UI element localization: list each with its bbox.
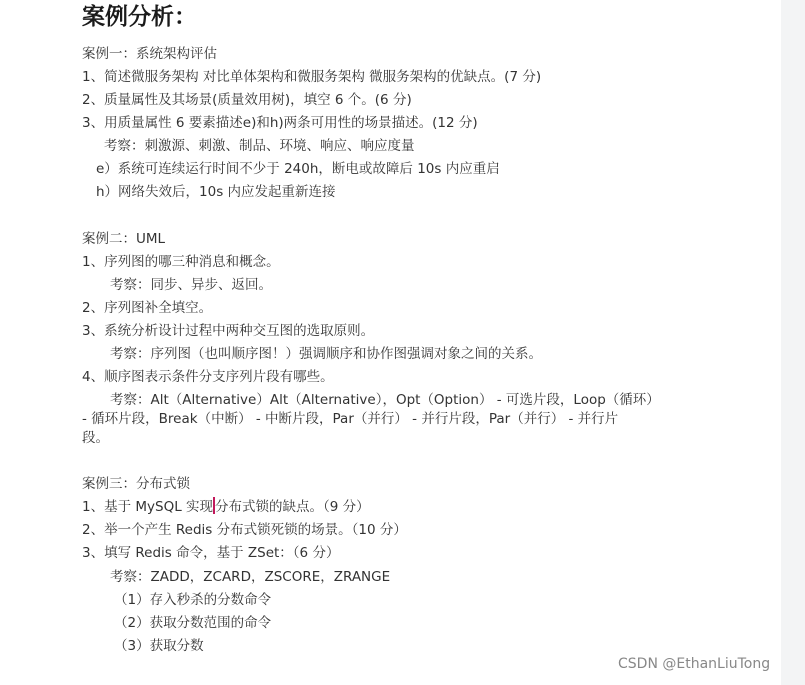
case2-title: 案例二：UML [82, 231, 166, 247]
case1-question-2: 2、质量属性及其场景(质量效用树)，填空 6 个。(6 分) [82, 92, 412, 108]
case3-sub-item-1: （1）存入秒杀的分数命令 [114, 592, 272, 608]
case3-sub-item-2: （2）获取分数范围的命令 [114, 615, 272, 631]
case3-sub-item-3: （3）获取分数 [114, 638, 204, 654]
case3-title: 案例三：分布式锁 [82, 476, 190, 492]
case2-question-3: 3、系统分析设计过程中两种交互图的选取原则。 [82, 323, 375, 339]
case3-question-1-text-after: 分布式锁的缺点。（9 分） [215, 499, 370, 515]
watermark: CSDN @EthanLiuTong [618, 656, 771, 672]
case2-question-4-hint-line2: - 循环片段，Break（中断） - 中断片段，Par（并行） - 并行片段，Par（并行） - 并行片 [82, 411, 619, 427]
case2-question-4-hint-line3: 段。 [82, 430, 109, 446]
case3-question-1[interactable] [82, 497, 370, 517]
case1-scenario-h: h）网络失效后，10s 内应发起重新连接 [96, 184, 336, 200]
case1-question-3: 3、用质量属性 6 要素描述e)和h)两条可用性的场景描述。(12 分) [82, 115, 478, 131]
case3-question-1-text-before: 1、基于 MySQL 实现 [82, 499, 214, 515]
case2-question-1: 1、序列图的哪三种消息和概念。 [82, 254, 280, 270]
case2-question-2: 2、序列图补全填空。 [82, 300, 213, 316]
case1-question-1: 1、简述微服务架构 对比单体架构和微服务架构 微服务架构的优缺点。(7 分) [82, 69, 542, 85]
case2-question-3-hint: 考察：序列图（也叫顺序图！）强调顺序和协作图强调对象之间的关系。 [110, 346, 542, 362]
case3-question-3-hint: 考察：ZADD，ZCARD，ZSCORE，ZRANGE [110, 569, 391, 585]
scrollbar-gutter[interactable] [781, 0, 805, 685]
case2-question-4-hint-line1: 考察：Alt（Alternative）Alt（Alternative），Opt（Option） - 可选片段，Loop（循环） [110, 392, 660, 408]
case2-question-1-hint: 考察：同步、异步、返回。 [110, 277, 272, 293]
case3-question-2: 2、举一个产生 Redis 分布式锁死锁的场景。（10 分） [82, 522, 407, 538]
case1-hint: 考察：刺激源、刺激、制品、环境、响应、响应度量 [104, 138, 415, 154]
case1-scenario-e: e）系统可连续运行时间不少于 240h，断电或故障后 10s 内应重启 [96, 161, 500, 177]
case2-question-4: 4、顺序图表示条件分支序列片段有哪些。 [82, 369, 334, 385]
case3-question-3: 3、填写 Redis 命令，基于 ZSet：（6 分） [82, 545, 340, 561]
section-heading: 案例分析： [82, 4, 197, 30]
case1-title: 案例一：系统架构评估 [82, 46, 217, 62]
